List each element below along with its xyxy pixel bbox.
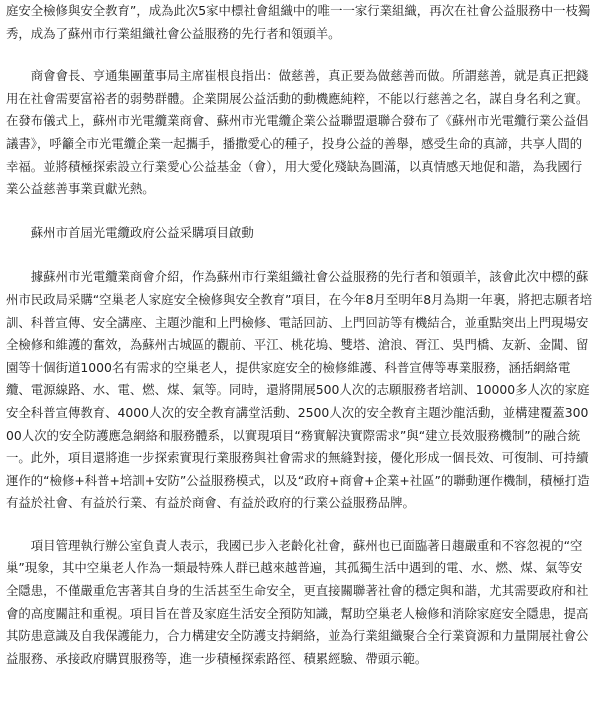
article-paragraph: 商會會長、亨通集團董事局主席崔根良指出：做慈善，真正要為做慈善而做。所謂慈善，就是真正把錢用在社會需要富裕者的弱勢群體。企業開展公益活動的動機應純粹，不能以行慈善之名，謀自身名利之實。在發布儀式上，蘇州市光電纜業商會、蘇州市光電纜企業公益聯盟還聯合發布了《蘇州市光電纜行業公益倡議書》，呼籲全市光電纜企業一起攜手，播撒愛心的種子，投身公益的善舉，感受生命的真諦，共享人間的幸福。並將積極探索設立行業愛心公益基金（會），用大愛化殘缺為圓滿，以真情感天地促和諧，為我國行業公益慈善事業貢獻光熱。 bbox=[6, 68, 589, 197]
section-heading: 蘇州市首屆光電纜政府公益采購項目啟動 bbox=[30, 224, 254, 240]
article-paragraph: 據蘇州市光電纜業商會介紹，作為蘇州市行業組織社會公益服務的先行者和領頭羊，該會此次中標的蘇州市民政局采購“空巢老人家庭安全檢修與安全教育”項目，在今年8月至明年8月為期一年裏，將把志願者培訓、科普宣傳、安全講座、主題沙龍和上門檢修、電話回訪、上門回訪等有機結合，並重點突出上門現場安全檢修和維護的奮效，為蘇州古城區的觀前、平江、桃花塢、雙塔、滄浪、胥江、吳門橋、友新、金閶、留園等十個街道1000名有需求的空巢老人，提供家庭安全的檢修維護、科普宣傳等專業服務，涵括網絡電纜、電源線路、水、電、燃、煤、氣等。同時，還將開展500人次的志願服務者培訓、10000多人次的家庭安全科普宣傳教育、4000人次的安全教育講堂活動、2500人次的安全教育主題沙龍活動，並構建覆蓋30000人次的安全防護應急網絡和服務體系，以實現項目“務實解決實際需求”與“建立長效服務機制”的融合統一。此外，項目還將進一步探索實現行業服務與社會需求的無縫對接，優化形成一個長效、可復制、可持續運作的“檢修+科普+培訓+安防”公益服務模式，以及“政府+商會+企業+社區”的聯動運作機制，積極打造有益於社會、有益於行業、有益於商會、有益於政府的行業公益服務品牌。 bbox=[6, 269, 593, 511]
article-paragraph: 項目管理執行辦公室負責人表示，我國已步入老齡化社會，蘇州也已面臨著日趨嚴重和不容忽視的“空巢”現象，其中空巢老人作為一類最特殊人群已越來越普遍，其孤獨生活中遇到的電、水、燃、煤、氣等安全隱患，不僅嚴重危害著其自身的生活甚至生命安全，更直接關聯著社會的穩定與和諧，尤其需要政府和社會的高度關註和重視。項目旨在普及家庭生活安全預防知識，幫助空巢老人檢修和消除家庭安全隱患，提高其防患意識及自我保護能力，合力構建安全防護支持網絡，並為行業組織聚合全行業資源和力量開展社會公益服務、承接政府購買服務等，進一步積極探索路徑、積累經驗、帶頭示範。 bbox=[6, 537, 589, 666]
article-body bbox=[6, 0, 594, 670]
article-intro-fragment: 庭安全檢修與安全教育”，成為此次5家中標社會組織中的唯一一家行業組織，再次在社會公益服務中一枝獨秀，成為了蘇州市行業組織社會公益服務的先行者和領頭羊。 bbox=[6, 3, 591, 41]
